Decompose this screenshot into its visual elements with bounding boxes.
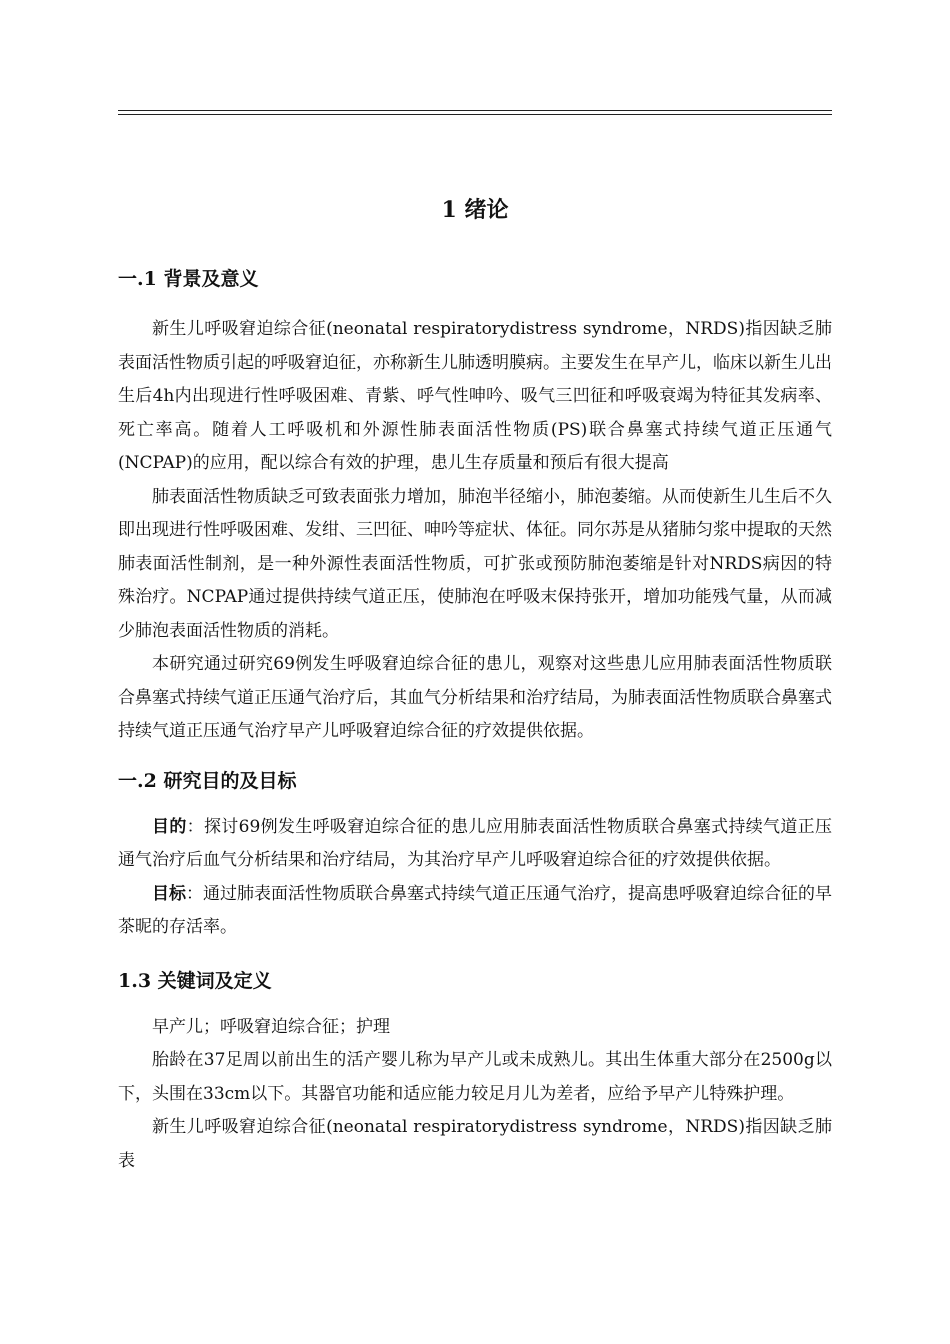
purpose-paragraph <box>118 811 832 878</box>
section-heading-background: 一.1 背景及意义 <box>118 268 259 290</box>
section-objectives <box>118 811 832 945</box>
section-heading-objectives: 一.2 研究目的及目标 <box>118 769 297 792</box>
section-background <box>118 313 832 749</box>
paragraph: 新生儿呼吸窘迫综合征(neonatal respiratorydistress syndrome，NRDS)指因缺乏肺表 <box>118 1117 832 1171</box>
goal-text: ：通过肺表面活性物质联合鼻塞式持续气道正压通气治疗，提高患呼吸窘迫综合征的早茶昵的存活率。 <box>118 883 832 937</box>
header-rule-bottom <box>118 114 832 115</box>
paragraph: 本研究通过研究69例发生呼吸窘迫综合征的患儿，观察对这些患儿应用肺表面活性物质联合鼻塞式持续气道正压通气治疗后，其血气分析结果和治疗结局，为肺表面活性物质联合鼻塞式持续气道正压通气治疗早产儿呼吸窘迫综合征的疗效提供依据。 <box>118 654 832 741</box>
keywords-line: 早产儿；呼吸窘迫综合征；护理 <box>152 1016 390 1037</box>
paragraph: 肺表面活性物质缺乏可致表面张力增加，肺泡半径缩小，肺泡萎缩。从而使新生儿生后不久即出现进行性呼吸困难、发绀、三凹征、呻吟等症状、体征。同尔苏是从猪肺匀浆中提取的天然肺表面活性制剂，是一种外源性表面活性物质，可扩张或预防肺泡萎缩是针对NRDS病因的特殊治疗。NCPAP通过提供持续气道正压，使肺泡在呼吸末保持张开，增加功能残气量，从而减少肺泡表面活性物质的消耗。 <box>118 486 832 641</box>
header-rule-top <box>118 110 832 111</box>
section-keywords <box>118 1011 832 1179</box>
paragraph: 新生儿呼吸窘迫综合征(neonatal respiratorydistress syndrome，NRDS)指因缺乏肺表面活性物质引起的呼吸窘迫征，亦称新生儿肺透明膜病。主要发生在早产儿，临床以新生儿出生后4h内出现进行性呼吸困难、青紫、呼气性呻吟、吸气三凹征和呼吸衰竭为特征其发病率、死亡率高。随着人工呼吸机和外源性肺表面活性物质(PS)联合鼻塞式持续气道正压通气(NCPAP)的应用，配以综合有效的护理，患儿生存质量和预后有很大提高 <box>118 319 832 473</box>
purpose-label: 目的 <box>152 816 187 837</box>
document-body <box>118 190 832 1178</box>
section-heading-keywords: 1.3 关键词及定义 <box>118 969 272 992</box>
purpose-text: ：探讨69例发生呼吸窘迫综合征的患儿应用肺表面活性物质联合鼻塞式持续气道正压通气治疗后血气分析结果和治疗结局，为其治疗早产儿呼吸窘迫综合征的疗效提供依据。 <box>118 816 832 870</box>
goal-paragraph <box>118 878 832 945</box>
chapter-title: 1 绪论 <box>441 197 509 223</box>
goal-label: 目标 <box>152 883 186 904</box>
paragraph: 胎龄在37足周以前出生的活产婴儿称为早产儿或未成熟儿。其出生体重大部分在2500g以下，头围在33cm以下。其器官功能和适应能力较足月儿为差者，应给予早产儿特殊护理。 <box>118 1050 832 1104</box>
